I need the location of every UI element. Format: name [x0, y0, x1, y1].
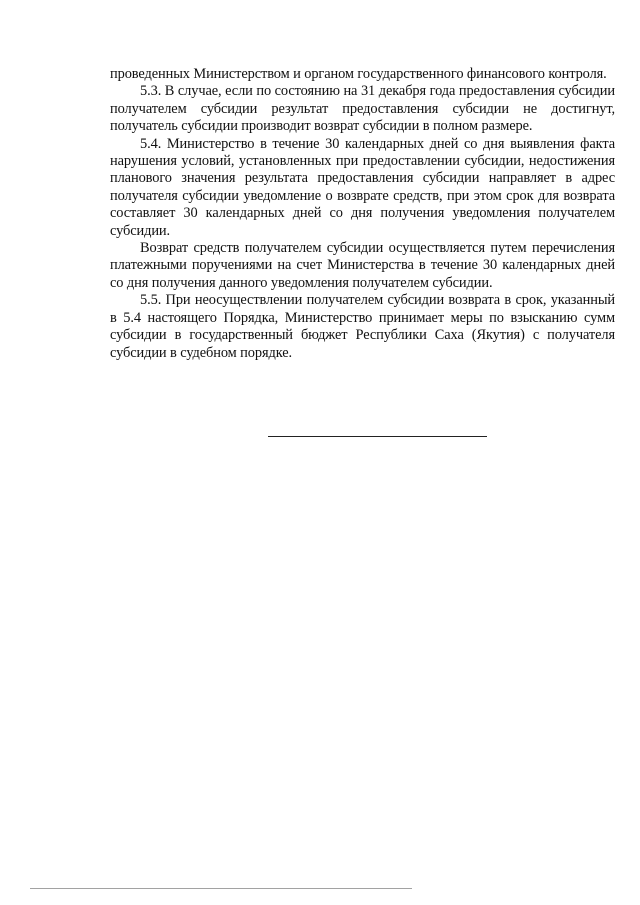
document-body — [110, 66, 615, 362]
paragraph-5-4: 5.4. Министерство в течение 30 календарных дней со дня выявления факта нарушения условий, установленных при предоставлении субсидии, недостижения планового значения результата предоставления субсидии направляет в адрес получателя субсидии уведомление о возврате средств, при этом срок для возврата составляет 30 календарных дней со дня получения уведомления получателем субсидии. — [110, 135, 615, 239]
end-separator-line — [268, 436, 487, 437]
paragraph-refund: Возврат средств получателем субсидии осуществляется путем перечисления платежными поручениями на счет Министерства в течение 30 календарных дней со дня получения данного уведомления получателем субсидии. — [110, 240, 615, 291]
paragraph-5-3: 5.3. В случае, если по состоянию на 31 декабря года предоставления субсидии получателем субсидии результат предоставления субсидии не достигнут, получатель субсидии производит возврат субсидии в полном размере. — [110, 83, 615, 135]
paragraph-continuation: проведенных Министерством и органом государственного финансового контроля. — [110, 66, 607, 82]
footer-scan-line — [30, 888, 412, 889]
paragraph-5-5: 5.5. При неосуществлении получателем субсидии возврата в срок, указанный в 5.4 настоящего Порядка, Министерство принимает меры по взысканию сумм субсидии в государственный бюджет Республики Саха (Якутия) с получателя субсидии в судебном порядке. — [110, 292, 615, 361]
